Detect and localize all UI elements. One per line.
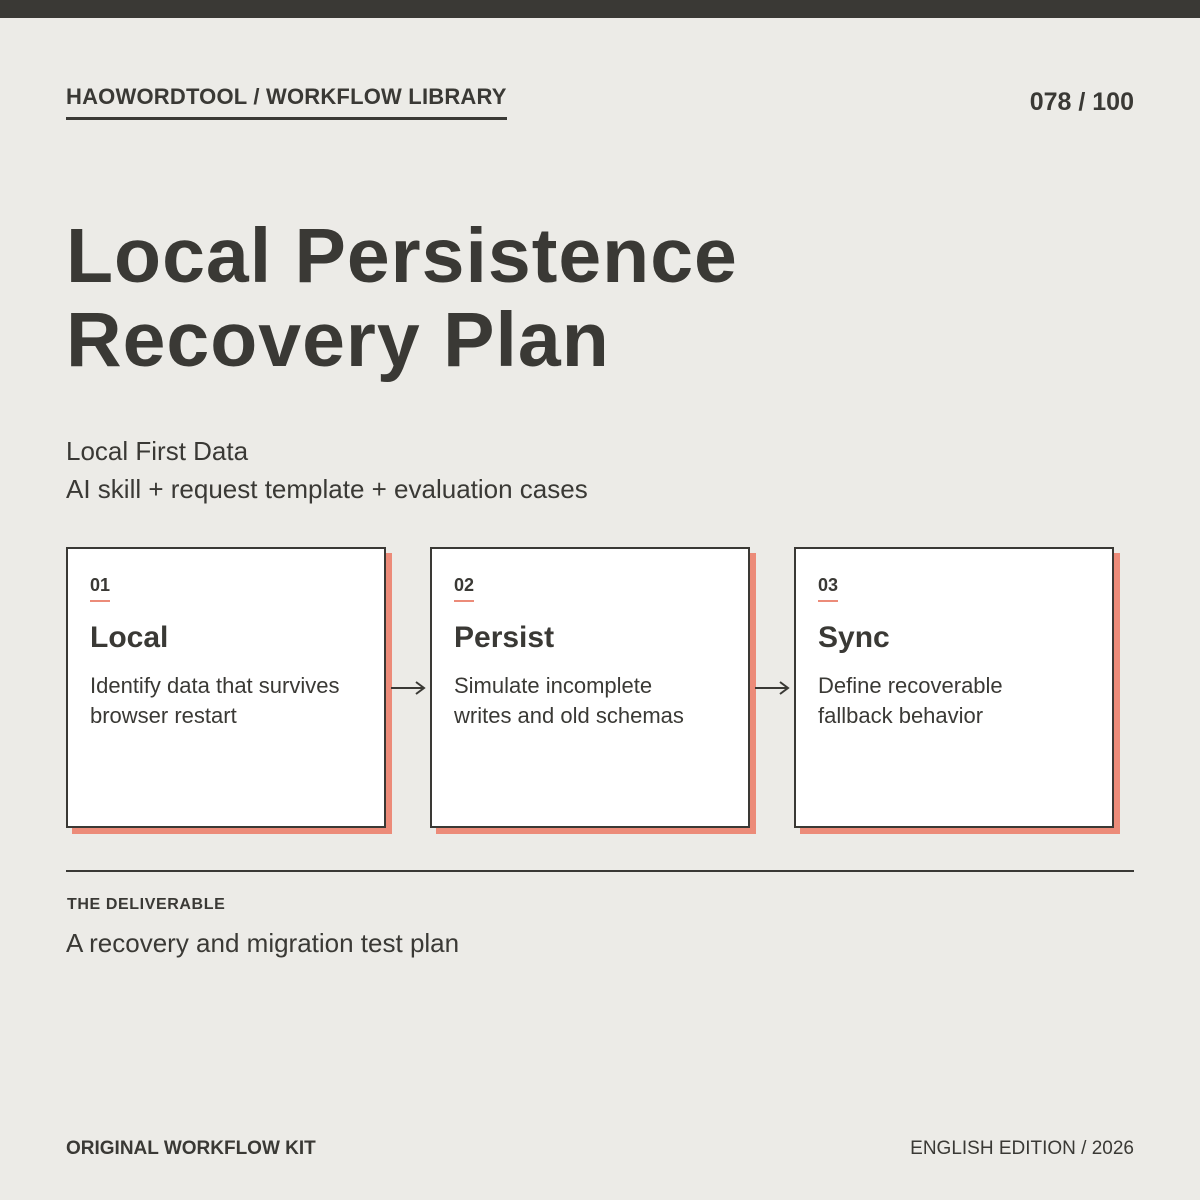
- subtitle-line-2: AI skill + request template + evaluation cases: [66, 474, 588, 504]
- subtitle: [66, 432, 588, 508]
- step-description-line: Identify data that survives: [90, 673, 340, 698]
- deliverable-label: THE DELIVERABLE: [67, 896, 226, 913]
- title-line-1: Local Persistence: [66, 213, 738, 299]
- title-line-2: Recovery Plan: [66, 297, 610, 383]
- page-counter: 078 / 100: [1029, 88, 1134, 116]
- arrow-right-icon: [753, 674, 793, 702]
- step-number: 03: [818, 575, 838, 602]
- deliverable-text: A recovery and migration test plan: [66, 928, 460, 958]
- step-description: [454, 671, 744, 731]
- step-description-line: Simulate incomplete: [454, 673, 653, 698]
- page-title: [66, 214, 738, 382]
- step-card-sync: [794, 547, 1114, 828]
- step-number: 01: [90, 575, 110, 602]
- arrow-right-icon: [389, 674, 429, 702]
- step-description: [90, 671, 380, 731]
- step-number: 02: [454, 575, 474, 602]
- footer-kit-label: ORIGINAL WORKFLOW KIT: [66, 1138, 316, 1159]
- step-description-line: Define recoverable: [818, 673, 1003, 698]
- step-card-persist: [430, 547, 750, 828]
- section-divider: [66, 870, 1134, 872]
- breadcrumb[interactable]: HAOWORDTOOL / WORKFLOW LIBRARY: [66, 85, 507, 120]
- top-bar: [0, 0, 1200, 18]
- step-card-local: [66, 547, 386, 828]
- step-description: [818, 671, 1108, 731]
- step-title: Local: [90, 621, 169, 654]
- subtitle-line-1: Local First Data: [66, 436, 249, 466]
- footer-edition-label: ENGLISH EDITION / 2026: [910, 1138, 1134, 1159]
- step-description-line: browser restart: [90, 703, 237, 728]
- step-title: Sync: [818, 621, 890, 654]
- step-description-line: writes and old schemas: [454, 703, 684, 728]
- step-description-line: fallback behavior: [818, 703, 984, 728]
- steps-diagram: [66, 547, 1166, 837]
- step-title: Persist: [454, 621, 555, 654]
